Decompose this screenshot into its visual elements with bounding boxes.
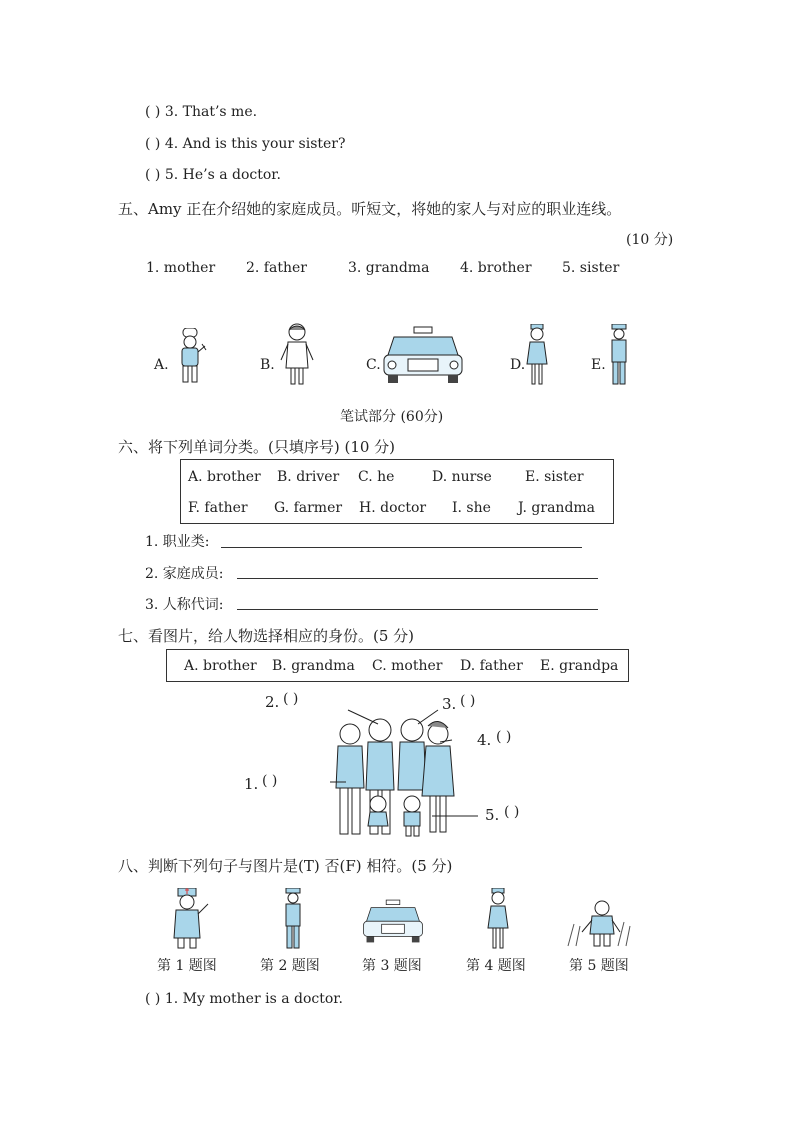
member-item: 4. brother xyxy=(460,260,532,276)
answer-line[interactable] xyxy=(237,578,598,579)
member-item: 2. father xyxy=(246,260,307,276)
word-option: E. sister xyxy=(525,469,584,485)
part-header: 笔试部分 (60分) xyxy=(340,409,444,425)
section-score: (10 分) xyxy=(626,232,674,248)
option-item: D. father xyxy=(460,658,523,674)
figure-caption: 第 5 题图 xyxy=(569,958,629,974)
answer-paren[interactable]: ( ) xyxy=(460,693,476,709)
label-5: 5. xyxy=(485,806,500,824)
answer-line[interactable] xyxy=(221,547,582,548)
word-option: F. father xyxy=(188,500,248,516)
section-title: 六、将下列单词分类。(只填序号) (10 分) xyxy=(118,438,396,456)
taxi-illustration xyxy=(362,898,424,946)
pic-label: D. xyxy=(510,357,526,373)
label-4: 4. xyxy=(477,731,492,749)
section-title: 八、判断下列句子与图片是(T) 否(F) 相符。(5 分) xyxy=(118,857,453,875)
option-item: A. brother xyxy=(184,658,257,674)
label-2: 2. xyxy=(265,693,280,711)
taxi-illustration xyxy=(382,325,464,387)
policeman-illustration xyxy=(608,324,630,386)
answer-paren[interactable]: ( ) xyxy=(504,804,520,820)
chef-illustration xyxy=(172,328,208,384)
category-label: 1. 职业类: xyxy=(145,534,210,550)
figure-caption: 第 2 题图 xyxy=(260,958,320,974)
pic-label: C. xyxy=(366,357,381,373)
label-3: 3. xyxy=(442,695,457,713)
word-option: G. farmer xyxy=(274,500,343,516)
option-item: C. mother xyxy=(372,658,443,674)
label-1: 1. xyxy=(244,775,259,793)
question-item: ( ) 1. My mother is a doctor. xyxy=(145,991,343,1007)
doctor-illustration xyxy=(166,888,212,950)
option-item: B. grandma xyxy=(272,658,355,674)
word-option: C. he xyxy=(358,469,395,485)
figure-caption: 第 4 题图 xyxy=(466,958,526,974)
question-item: ( ) 5. He’s a doctor. xyxy=(145,167,281,183)
figure-caption: 第 1 题图 xyxy=(157,958,217,974)
figure-caption: 第 3 题图 xyxy=(362,958,422,974)
answer-paren[interactable]: ( ) xyxy=(262,773,278,789)
pic-label: B. xyxy=(260,357,275,373)
question-item: ( ) 4. And is this your sister? xyxy=(145,136,346,152)
question-item: ( ) 3. That’s me. xyxy=(145,104,258,120)
section-title: 七、看图片，给人物选择相应的身份。(5 分) xyxy=(118,627,415,645)
word-option: A. brother xyxy=(188,469,261,485)
nurse-illustration xyxy=(486,888,510,950)
answer-line[interactable] xyxy=(237,609,598,610)
word-option: H. doctor xyxy=(359,500,427,516)
answer-paren[interactable]: ( ) xyxy=(496,729,512,745)
word-option: J. grandma xyxy=(518,500,596,516)
category-label: 3. 人称代词: xyxy=(145,597,224,613)
section-title: 五、Amy 正在介绍她的家庭成员。听短文，将她的家人与对应的职业连线。 xyxy=(118,200,622,218)
farmer-illustration xyxy=(566,898,634,948)
answer-paren[interactable]: ( ) xyxy=(283,691,299,707)
category-label: 2. 家庭成员: xyxy=(145,566,224,582)
nurse-illustration xyxy=(525,324,549,386)
word-option: B. driver xyxy=(277,469,340,485)
member-item: 3. grandma xyxy=(348,260,430,276)
woman-illustration xyxy=(278,322,316,386)
pic-label: A. xyxy=(154,357,169,373)
member-item: 5. sister xyxy=(562,260,620,276)
member-item: 1. mother xyxy=(146,260,216,276)
word-option: D. nurse xyxy=(432,469,492,485)
pic-label: E. xyxy=(591,357,606,373)
word-option: I. she xyxy=(452,500,491,516)
policeman-illustration xyxy=(282,888,304,950)
pointer-lines xyxy=(290,700,500,830)
option-item: E. grandpa xyxy=(540,658,619,674)
